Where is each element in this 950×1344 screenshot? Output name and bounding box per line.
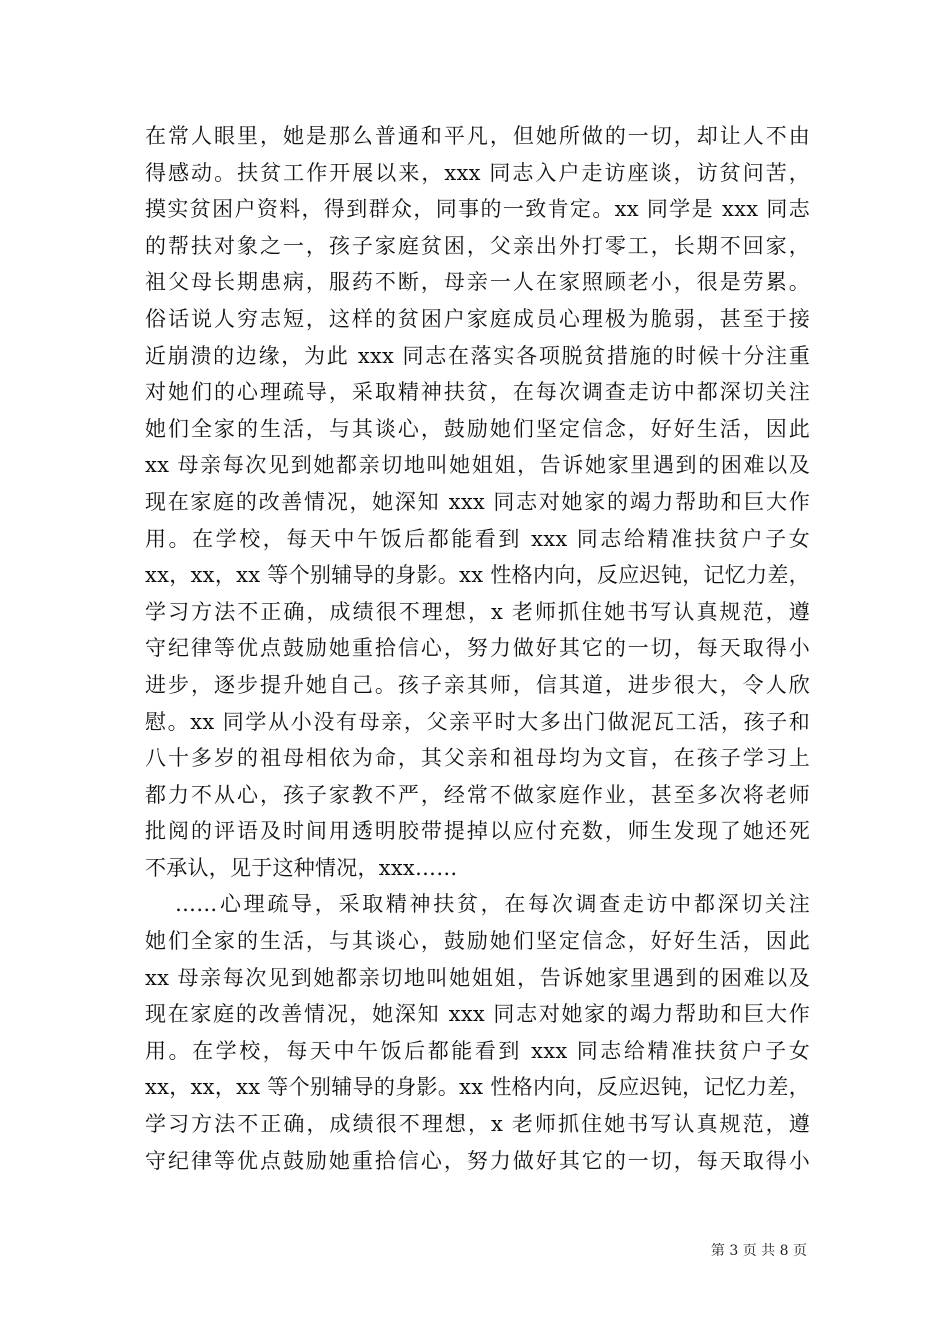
paragraph-1-line: 守纪律等优点鼓励她重拾信心，努力做好其它的一切，每天取得小 [145, 636, 810, 661]
paragraph-1-line: xx，xx，xx 等个别辅导的身影。xx 性格内向，反应迟钝，记忆力差， [145, 563, 810, 588]
page-number: 第 3 页 共 8 页 [710, 1243, 807, 1259]
paragraph-1-line: 在常人眼里，她是那么普通和平凡，但她所做的一切，却让人不由 [145, 124, 810, 148]
paragraph-1-line: 八十多岁的祖母相依为命，其父亲和祖母均为文盲，在孩子学习上 [145, 746, 810, 771]
paragraph-2-line: 用。在学校，每天中午饭后都能看到 xxx 同志给精准扶贫户子女 [145, 1038, 810, 1063]
paragraph-1-line: xx 母亲每次见到她都亲切地叫她姐姐，告诉她家里遇到的困难以及 [145, 453, 810, 478]
paragraph-1-line: 近崩溃的边缘，为此 xxx 同志在落实各项脱贫措施的时候十分注重 [145, 343, 810, 368]
paragraph-1-line: 她们全家的生活，与其谈心，鼓励她们坚定信念，好好生活，因此 [145, 416, 810, 441]
paragraph-1-line: 学习方法不正确，成绩很不理想，x 老师抓住她书写认真规范，遵 [145, 599, 810, 624]
paragraph-1-line: 俗话说人穷志短，这样的贫困户家庭成员心理极为脆弱，甚至于接 [145, 306, 810, 331]
paragraph-1-line: 都力不从心，孩子家教不严，经常不做家庭作业，甚至多次将老师 [145, 782, 810, 807]
paragraph-2-line: 守纪律等优点鼓励她重拾信心，努力做好其它的一切，每天取得小 [145, 1148, 810, 1173]
paragraph-1-line: 批阅的评语及时间用透明胶带提掉以应付充数，师生发现了她还死 [145, 819, 810, 844]
paragraph-2-line: xx 母亲每次见到她都亲切地叫她姐姐，告诉她家里遇到的困难以及 [145, 965, 810, 990]
body-text [145, 118, 810, 1179]
paragraph-1-line: 的帮扶对象之一，孩子家庭贫困，父亲出外打零工，长期不回家， [145, 233, 810, 258]
paragraph-2-line: ……心理疏导，采取精神扶贫，在每次调查走访中都深切关注 [175, 892, 810, 917]
paragraph-1-line: 慰。xx 同学从小没有母亲，父亲平时大多出门做泥瓦工活，孩子和 [145, 709, 810, 734]
paragraph-2-line: 学习方法不正确，成绩很不理想，x 老师抓住她书写认真规范，遵 [145, 1112, 810, 1137]
paragraph-1-line: 进步，逐步提升她自己。孩子亲其师，信其道，进步很大，令人欣 [145, 672, 810, 697]
paragraph-1-line: 得感动。扶贫工作开展以来，xxx 同志入户走访座谈，访贫问苦， [145, 160, 810, 185]
paragraph-1-line: 摸实贫困户资料，得到群众，同事的一致肯定。xx 同学是 xxx 同志 [145, 197, 810, 222]
paragraph-1-line: 用。在学校，每天中午饭后都能看到 xxx 同志给精准扶贫户子女 [145, 526, 810, 551]
paragraph-1-line: 祖父母长期患病，服药不断，母亲一人在家照顾老小，很是劳累。 [145, 270, 810, 295]
paragraph-2-line: xx，xx，xx 等个别辅导的身影。xx 性格内向，反应迟钝，记忆力差， [145, 1075, 810, 1100]
paragraph-1-line: 对她们的心理疏导，采取精神扶贫，在每次调查走访中都深切关注 [145, 380, 810, 405]
paragraph-2-line: 她们全家的生活，与其谈心，鼓励她们坚定信念，好好生活，因此 [145, 929, 810, 954]
paragraph-1-line: 现在家庭的改善情况，她深知 xxx 同志对她家的竭力帮助和巨大作 [145, 489, 810, 514]
paragraph-2-line: 现在家庭的改善情况，她深知 xxx 同志对她家的竭力帮助和巨大作 [145, 1002, 810, 1027]
paragraph-1-line: 不承认，见于这种情况，xxx…… [145, 855, 458, 880]
